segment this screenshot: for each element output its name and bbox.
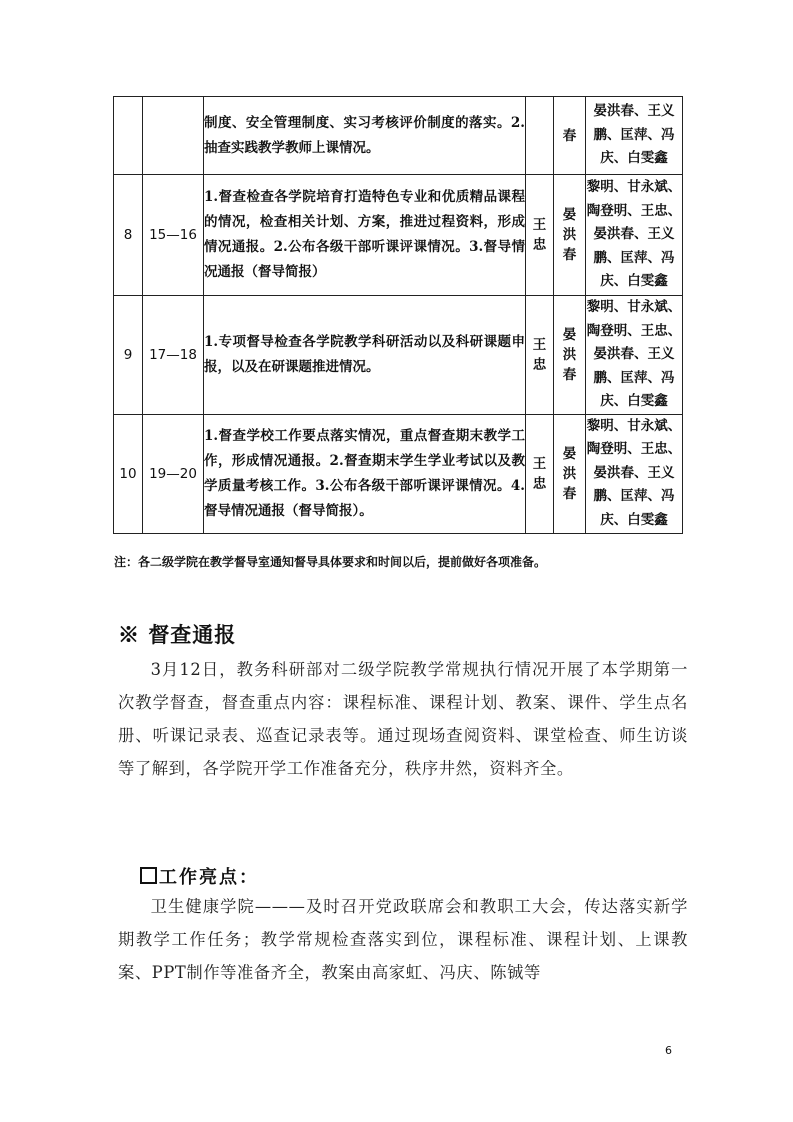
row-number: 8 xyxy=(114,175,143,296)
row-lead: 王忠 xyxy=(526,414,554,533)
row-lead xyxy=(526,97,554,175)
section-heading-supervision-report xyxy=(118,619,236,649)
row-weeks: 19—20 xyxy=(143,414,204,533)
row-weeks xyxy=(143,97,204,175)
section-title: 工作亮点： xyxy=(159,867,259,888)
row-members: 黎明、甘永斌、陶登明、王忠、晏洪春、王义鹏、匡萍、冯庆、白雯鑫 xyxy=(586,296,683,415)
supervision-schedule-table xyxy=(113,96,683,534)
row-responsible: 春 xyxy=(554,97,586,175)
row-responsible: 晏洪春 xyxy=(554,296,586,415)
row-task: 制度、安全管理制度、实习考核评价制度的落实。2.抽查实践教学教师上课情况。 xyxy=(204,97,526,175)
row-task: 1.专项督导检查各学院教学科研活动以及科研课题申报，以及在研课题推进情况。 xyxy=(204,296,526,415)
table-row xyxy=(114,296,683,415)
row-task: 1.督查检查各学院培育打造特色专业和优质精品课程的情况，检查相关计划、方案，推进过程资料，形成情况通报。2.公布各级干部听课评课情况。3.督导情况通报（督导简报） xyxy=(204,175,526,296)
row-weeks: 15—16 xyxy=(143,175,204,296)
row-lead: 王忠 xyxy=(526,296,554,415)
row-task: 1.督查学校工作要点落实情况，重点督查期末教学工作，形成情况通报。2.督查期末学生学业考试以及教学质量考核工作。3.公布各级干部听课评课情况。4.督导情况通报（督导简报）。 xyxy=(204,414,526,533)
supervision-report-paragraph: 3月12日，教务科研部对二级学院教学常规执行情况开展了本学期第一次教学督查，督查重点内容：课程标准、课程计划、教案、课件、学生点名册、听课记录表、巡查记录表等。通过现场查阅资料、课堂检查、师生访谈等了解到，各学院开学工作准备充分，秩序井然，资料齐全。 xyxy=(118,660,688,778)
row-members: 黎明、甘永斌、陶登明、王忠、晏洪春、王义鹏、匡萍、冯庆、白雯鑫 xyxy=(586,414,683,533)
square-box-icon xyxy=(140,867,157,884)
row-number: 10 xyxy=(114,414,143,533)
row-lead: 王忠 xyxy=(526,175,554,296)
table-row xyxy=(114,97,683,175)
row-members: 晏洪春、王义鹏、匡萍、冯庆、白雯鑫 xyxy=(586,97,683,175)
page-number: 6 xyxy=(665,1044,672,1057)
row-number: 9 xyxy=(114,296,143,415)
highlights-paragraph: 卫生健康学院———及时召开党政联席会和教职工大会，传达落实新学期教学工作任务；教学常规检查落实到位，课程标准、课程计划、上课教案、PPT制作等准备齐全，教案由高家虹、冯庆、陈铖等 xyxy=(118,897,688,982)
section-heading-highlights xyxy=(140,863,259,889)
row-responsible: 晏洪春 xyxy=(554,175,586,296)
section-title: 督查通报 xyxy=(148,622,237,647)
reference-mark-icon: ※ xyxy=(118,622,140,647)
table-row xyxy=(114,414,683,533)
row-members: 黎明、甘永斌、陶登明、王忠、晏洪春、王义鹏、匡萍、冯庆、白雯鑫 xyxy=(586,175,683,296)
table-row xyxy=(114,175,683,296)
row-number xyxy=(114,97,143,175)
row-responsible: 晏洪春 xyxy=(554,414,586,533)
table-note: 注：各二级学院在教学督导室通知督导具体要求和时间以后，提前做好各项准备。 xyxy=(114,555,547,569)
row-weeks: 17—18 xyxy=(143,296,204,415)
